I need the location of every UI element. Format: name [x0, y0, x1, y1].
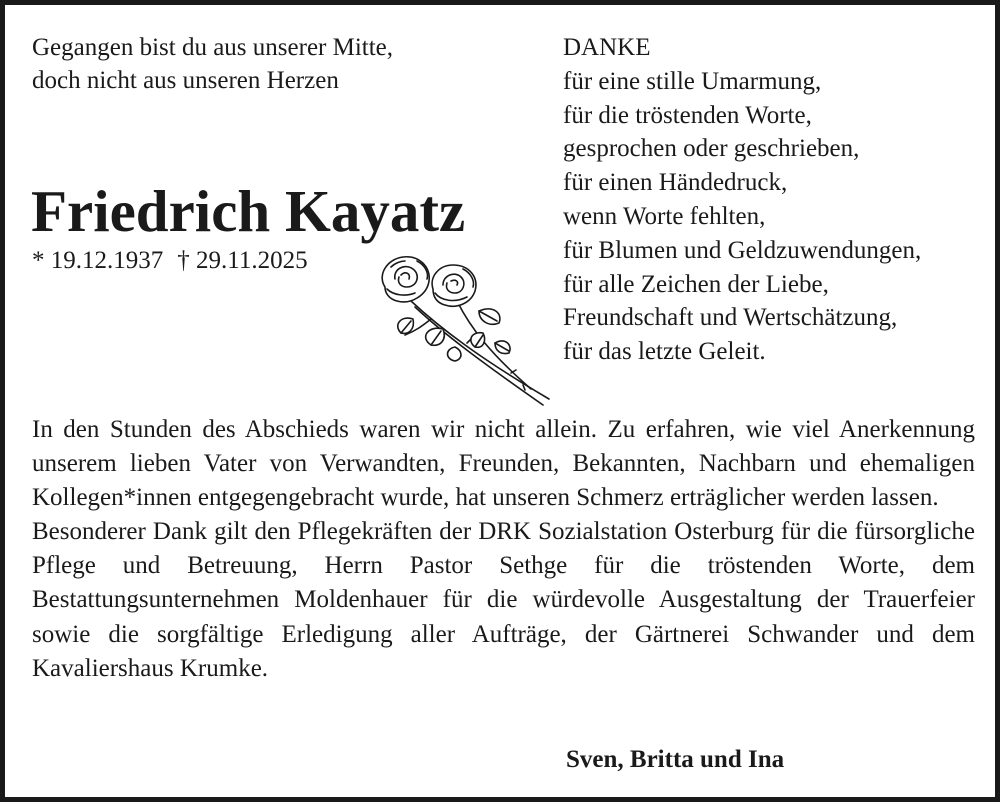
deceased-name: Friedrich Kayatz	[31, 178, 466, 244]
thanks-line: für eine stille Umarmung,	[563, 67, 822, 95]
thanks-line: für Blumen und Geldzuwendungen,	[563, 236, 922, 264]
death-date: † 29.11.2025	[177, 247, 308, 274]
motto-line-1: Gegangen bist du aus unserer Mitte,	[32, 34, 394, 61]
acknowledgement-text	[32, 413, 975, 686]
thanks-line: für die tröstenden Worte,	[563, 101, 812, 129]
thanks-line: wenn Worte fehlten,	[563, 202, 766, 230]
roses-illustration	[371, 249, 555, 409]
thanks-heading: DANKE	[563, 34, 651, 61]
birth-date: * 19.12.1937	[32, 247, 164, 274]
paragraph-special-thanks: Besonderer Dank gilt den Pflegekräften der DRK Sozialstation Osterburg für die fürsorgliche Pflege und Betreuung, Herrn Pastor Sethge für die tröstenden Worte, dem Bestattungsunternehmen Moldenhauer für die würdevolle Ausgestaltung der Trauerfeier sowie die sorgfältige Erledigung aller Aufträge, der Gärtnerei Schwander und dem Kavaliershaus Krumke.	[32, 518, 975, 682]
signature: Sven, Britta und Ina	[566, 746, 785, 773]
thanks-line: für das letzte Geleit.	[563, 338, 766, 366]
thanks-section	[563, 31, 921, 369]
motto	[32, 31, 393, 97]
motto-line-2: doch nicht aus unseren Herzen	[32, 67, 339, 94]
thanks-line: für alle Zeichen der Liebe,	[563, 270, 829, 298]
paragraph-farewell: In den Stunden des Abschieds waren wir nicht allein. Zu erfahren, wie viel Anerkennung unserem lieben Vater von Verwandten, Freunden, Bekannten, Nachbarn und ehemaligen Kollegen*innen entgegengebracht wurde, hat unseren Schmerz erträglicher werden lassen.	[32, 416, 975, 512]
life-dates	[32, 244, 308, 277]
thanks-line: für einen Händedruck,	[563, 169, 788, 197]
thanks-line: gesprochen oder geschrieben,	[563, 135, 860, 163]
thanks-line: Freundschaft und Wertschätzung,	[563, 304, 898, 332]
